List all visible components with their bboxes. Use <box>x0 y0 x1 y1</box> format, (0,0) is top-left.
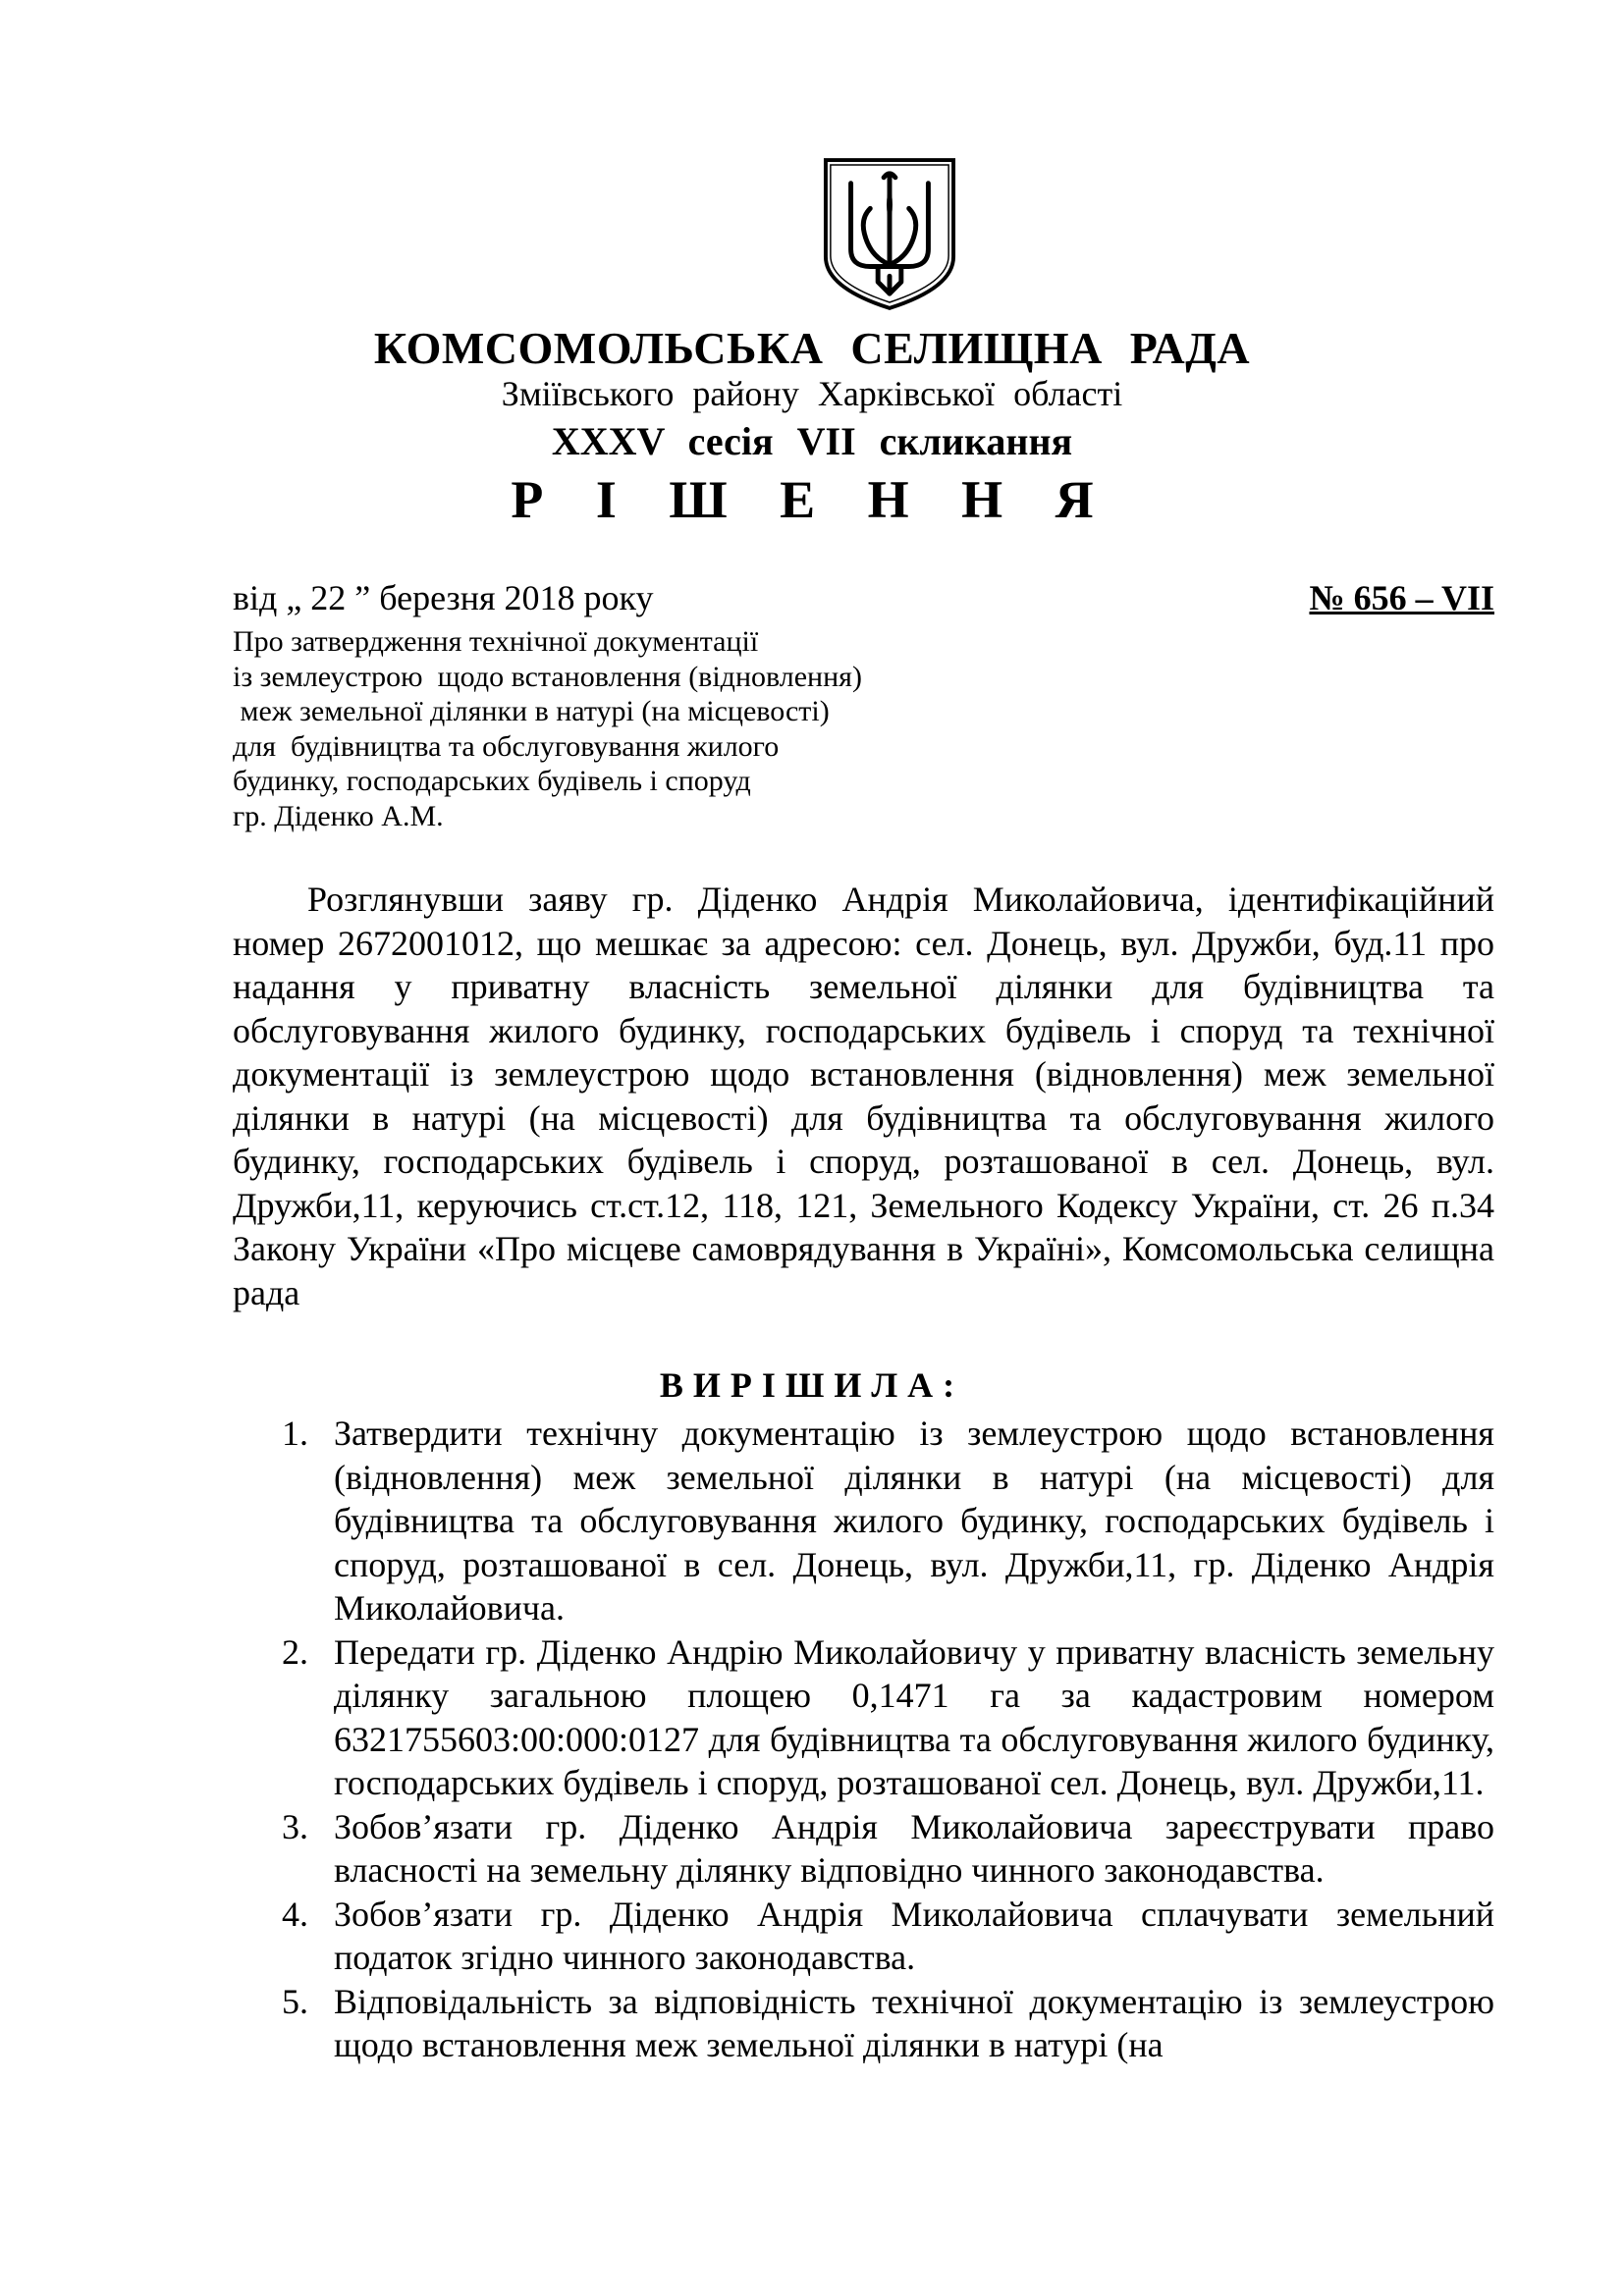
decision-date: від „ 22 ” березня 2018 року <box>233 578 654 617</box>
subject-line: меж земельної ділянки в натурі (на місцевості) <box>233 695 830 727</box>
item-text: Затвердити технічну документацію із землеустрою щодо встановлення (відновлення) меж земельної ділянки в натурі (на місцевості) для будівництва та обслуговування жилого будинку, господарських будівель і споруд, розташованої в сел. Донець, вул. Дружби,11, гр. Діденко Андрія Миколайовича. <box>334 1414 1494 1628</box>
decision-number: № 656 – VII <box>1309 578 1494 617</box>
subject-line: Про затвердження технічної документації <box>233 625 759 658</box>
item-number: 1. <box>282 1414 308 1453</box>
item-number: 3. <box>282 1806 308 1846</box>
coat-of-arms-trident-icon <box>822 155 957 312</box>
item-number: 5. <box>282 1981 308 2021</box>
list-item <box>233 1805 1494 1893</box>
subject-line: для будівництва та обслуговування жилого <box>233 729 780 763</box>
document-title: Р І Ш Е Н Н Я <box>511 470 1113 529</box>
preamble-paragraph: Розглянувши заяву гр. Діденко Андрія Миколайовича, ідентифікаційний номер 2672001012, що мешкає за адресою: сел. Донець, вул. Дружби, буд.11 про надання у приватну власність земельної ділянки для будівництва та обслуговування жилого будинку, господарських будівель і споруд та технічної документації із землеустрою щодо встановлення (відновлення) меж земельної ділянки в натурі (на місцевості) для будівництва та обслуговування жилого будинку, господарських будівель і споруд, розташованої в сел. Донець, вул. Дружби,11, керуючись ст.ст.12, 118, 121, Земельного Кодексу України, ст. 26 п.34 Закону України «Про місцеве самоврядування в Україні», Комсомольська селищна рада <box>233 880 1494 1312</box>
list-item <box>233 1980 1494 2067</box>
subject-line: гр. Діденко А.М. <box>233 799 444 832</box>
subject-line: із землеустрою щодо встановлення (відновлення) <box>233 660 862 693</box>
subject-line: будинку, господарських будівель і споруд <box>233 765 751 797</box>
item-text: Зобов’язати гр. Діденко Андрія Миколайовича сплачувати земельний податок згідно чинного законодавства. <box>334 1894 1494 1977</box>
decision-subject <box>233 624 862 833</box>
item-text: Відповідальність за відповідність технічної документацію із землеустрою щодо встановлення меж земельної ділянки в натурі (на <box>334 1981 1494 2064</box>
decision-items <box>233 1412 1494 2067</box>
list-item <box>233 1893 1494 1980</box>
district-name: Зміївського району Харківської області <box>501 374 1123 413</box>
council-name: КОМСОМОЛЬСЬКА СЕЛИЩНА РАДА <box>373 323 1251 373</box>
item-number: 2. <box>282 1631 308 1672</box>
item-text: Зобов’язати гр. Діденко Андрія Миколайовича зареєструвати право власності на земельну ділянку відповідно чинного законодавства. <box>334 1806 1494 1890</box>
item-text: Передати гр. Діденко Андрію Миколайовичу у приватну власність земельну ділянку загальною площею 0,1471 га за кадастровим номером 6321755603:00:000:0127 для будівництва та обслуговування жилого будинку, господарських будівель і споруд, розташованої сел. Донець, вул. Дружби,11. <box>334 1631 1494 1802</box>
session-name: XXXV сесія VII скликання <box>551 419 1073 463</box>
resolved-heading: ВИРІШИЛА: <box>659 1365 965 1405</box>
item-number: 4. <box>282 1894 308 1934</box>
list-item <box>233 1412 1494 1630</box>
list-item <box>233 1630 1494 1805</box>
